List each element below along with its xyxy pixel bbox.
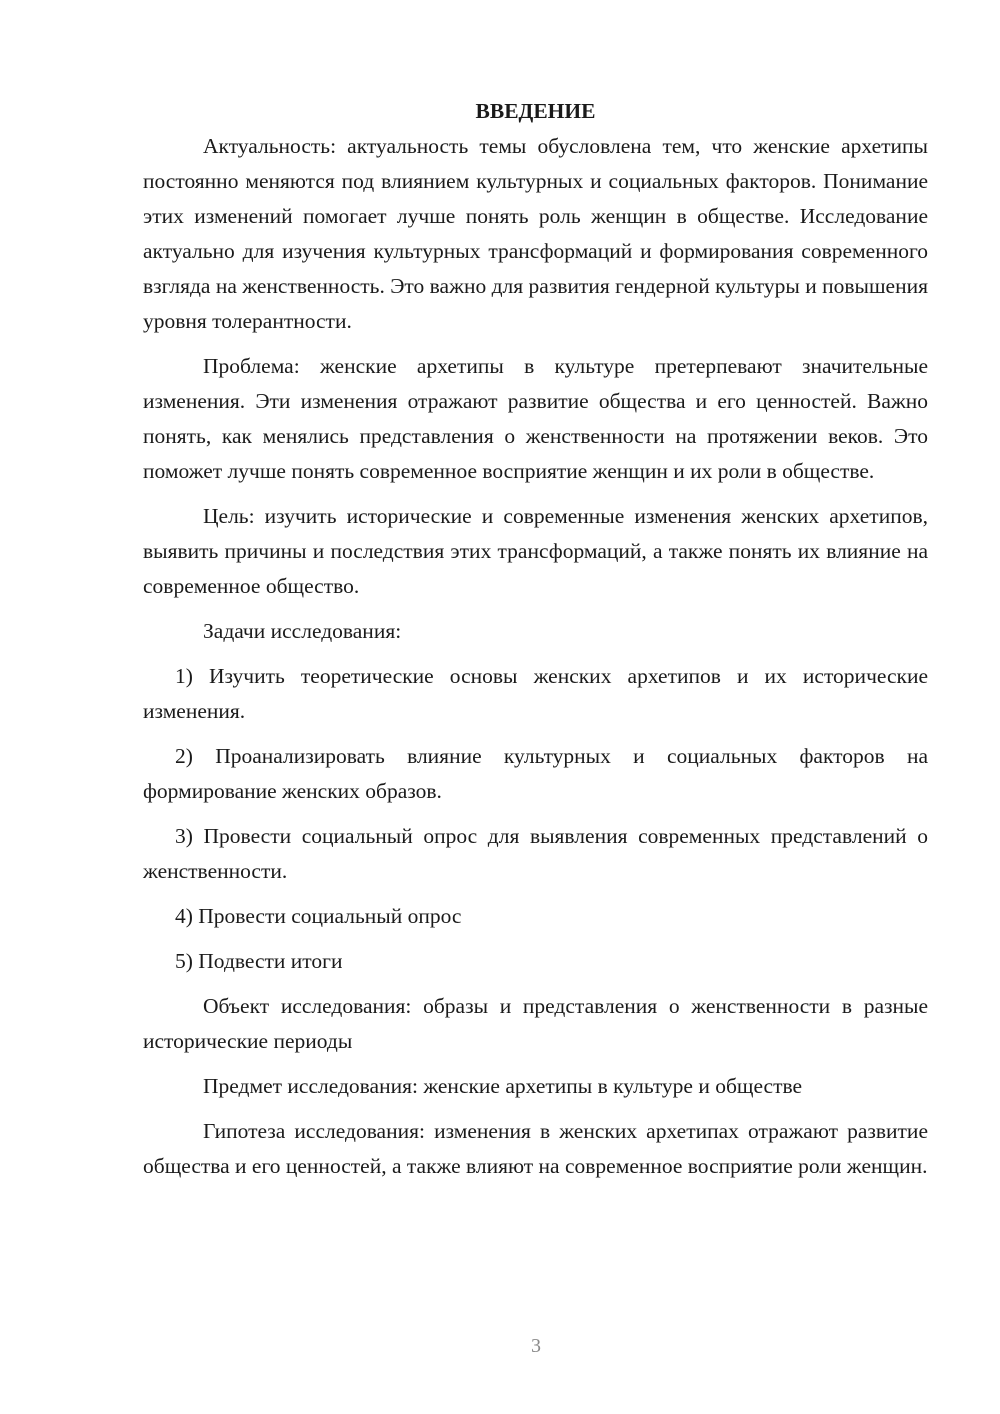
- page-number: 3: [531, 1335, 541, 1357]
- paragraph-relevance: Актуальность: актуальность темы обусловлена тем, что женские архетипы постоянно меняются под влиянием культурных и социальных факторов. Понимание этих изменений помогает лучше понять роль женщин в обществе. Исследование актуально для изучения культурных трансформаций и формирования современного взгляда на женственность. Это важно для развития гендерной культуры и повышения уровня толерантности.: [143, 134, 928, 333]
- page-title: ВВЕДЕНИЕ: [475, 99, 596, 123]
- list-item: 5) Подвести итоги: [175, 949, 343, 973]
- paragraph-subject: Предмет исследования: женские архетипы в культуре и обществе: [203, 1074, 803, 1098]
- tasks-list: [143, 659, 928, 979]
- paragraph-hypothesis: Гипотеза исследования: изменения в женских архетипах отражают развитие общества и его ценностей, а также влияют на современное восприятие роли женщин.: [143, 1119, 928, 1178]
- list-item: 3) Провести социальный опрос для выявления современных представлений о женственности.: [143, 824, 928, 883]
- tasks-heading: Задачи исследования:: [203, 619, 402, 643]
- paragraph-problem: Проблема: женские архетипы в культуре претерпевают значительные изменения. Эти изменения отражают развитие общества и его ценностей. Важно понять, как менялись представления о женственности на протяжении веков. Это поможет лучше понять современное восприятие женщин и их роли в обществе.: [143, 354, 928, 483]
- paragraph-goal: Цель: изучить исторические и современные изменения женских архетипов, выявить причины и последствия этих трансформаций, а также понять их влияние на современное общество.: [143, 504, 928, 598]
- paragraph-object: Объект исследования: образы и представления о женственности в разные исторические периоды: [143, 994, 928, 1053]
- list-item: 4) Провести социальный опрос: [175, 904, 462, 928]
- list-item: 2) Проанализировать влияние культурных и социальных факторов на формирование женских образов.: [143, 744, 928, 803]
- document-page: [143, 94, 928, 1194]
- list-item: 1) Изучить теоретические основы женских архетипов и их исторические изменения.: [143, 664, 928, 723]
